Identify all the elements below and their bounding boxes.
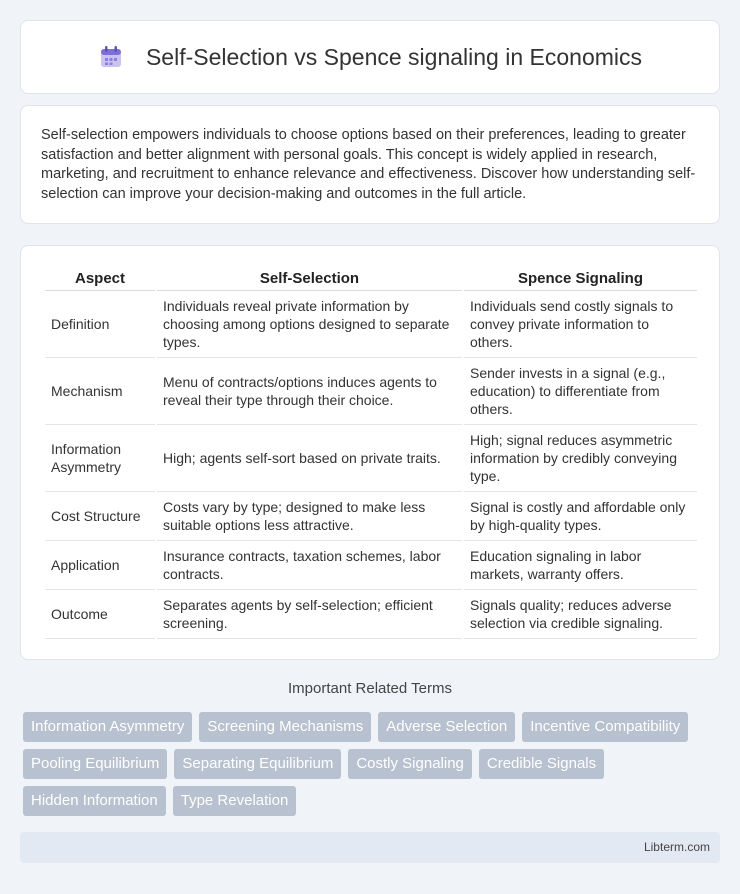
cell-self-selection: Costs vary by type; designed to make less suitable options less attractive. bbox=[157, 492, 462, 541]
table-row bbox=[45, 425, 697, 492]
tag-information-asymmetry[interactable]: Information Asymmetry bbox=[23, 712, 192, 742]
table-row bbox=[45, 492, 697, 541]
cell-spence-signaling: Individuals send costly signals to convey private information to others. bbox=[464, 291, 697, 358]
related-terms-title: Important Related Terms bbox=[288, 680, 452, 697]
cell-aspect: Information Asymmetry bbox=[45, 425, 155, 492]
tag-hidden-information[interactable]: Hidden Information bbox=[23, 786, 166, 816]
column-header-spence-signaling: Spence Signaling bbox=[464, 266, 697, 291]
table-row bbox=[45, 590, 697, 639]
cell-self-selection: High; agents self-sort based on private traits. bbox=[157, 425, 462, 492]
column-header-self-selection: Self-Selection bbox=[157, 266, 462, 291]
cell-aspect: Cost Structure bbox=[45, 492, 155, 541]
tag-screening-mechanisms[interactable]: Screening Mechanisms bbox=[199, 712, 371, 742]
title-card bbox=[20, 20, 720, 94]
cell-self-selection: Menu of contracts/options induces agents to reveal their type through their choice. bbox=[157, 358, 462, 425]
cell-spence-signaling: Signals quality; reduces adverse selection via credible signaling. bbox=[464, 590, 697, 639]
cell-spence-signaling: Education signaling in labor markets, warranty offers. bbox=[464, 541, 697, 590]
cell-aspect: Definition bbox=[45, 291, 155, 358]
cell-aspect: Outcome bbox=[45, 590, 155, 639]
cell-spence-signaling: High; signal reduces asymmetric information by credibly conveying type. bbox=[464, 425, 697, 492]
cell-aspect: Application bbox=[45, 541, 155, 590]
tag-type-revelation[interactable]: Type Revelation bbox=[173, 786, 297, 816]
related-terms-list bbox=[23, 712, 703, 816]
comparison-table bbox=[43, 266, 699, 639]
page-title: Self-Selection vs Spence signaling in Economics bbox=[145, 43, 643, 70]
comparison-table-card bbox=[20, 245, 720, 660]
cell-aspect: Mechanism bbox=[45, 358, 155, 425]
tag-separating-equilibrium[interactable]: Separating Equilibrium bbox=[174, 749, 341, 779]
table-row bbox=[45, 358, 697, 425]
tag-credible-signals[interactable]: Credible Signals bbox=[479, 749, 604, 779]
calendar-icon bbox=[98, 44, 124, 70]
footer bbox=[20, 832, 720, 863]
table-row bbox=[45, 541, 697, 590]
cell-self-selection: Individuals reveal private information by choosing among options designed to separate types. bbox=[157, 291, 462, 358]
column-header-aspect: Aspect bbox=[45, 266, 155, 291]
table-row bbox=[45, 291, 697, 358]
tag-costly-signaling[interactable]: Costly Signaling bbox=[348, 749, 472, 779]
tag-adverse-selection[interactable]: Adverse Selection bbox=[378, 712, 515, 742]
cell-spence-signaling: Sender invests in a signal (e.g., education) to differentiate from others. bbox=[464, 358, 697, 425]
intro-card bbox=[20, 105, 720, 224]
tag-pooling-equilibrium[interactable]: Pooling Equilibrium bbox=[23, 749, 167, 779]
cell-self-selection: Separates agents by self-selection; efficient screening. bbox=[157, 590, 462, 639]
footer-site-link[interactable]: Libterm.com bbox=[643, 840, 710, 854]
cell-self-selection: Insurance contracts, taxation schemes, labor contracts. bbox=[157, 541, 462, 590]
intro-text: Self-selection empowers individuals to choose options based on their preferences, leading to greater satisfaction and better alignment with personal goals. This concept is widely applied in research, marketing, and recruitment to enhance relevance and effectiveness. Discover how understanding self-selection can improve your decision-making and outcomes in the full article. bbox=[41, 127, 696, 202]
tag-incentive-compatibility[interactable]: Incentive Compatibility bbox=[522, 712, 688, 742]
cell-spence-signaling: Signal is costly and affordable only by high-quality types. bbox=[464, 492, 697, 541]
